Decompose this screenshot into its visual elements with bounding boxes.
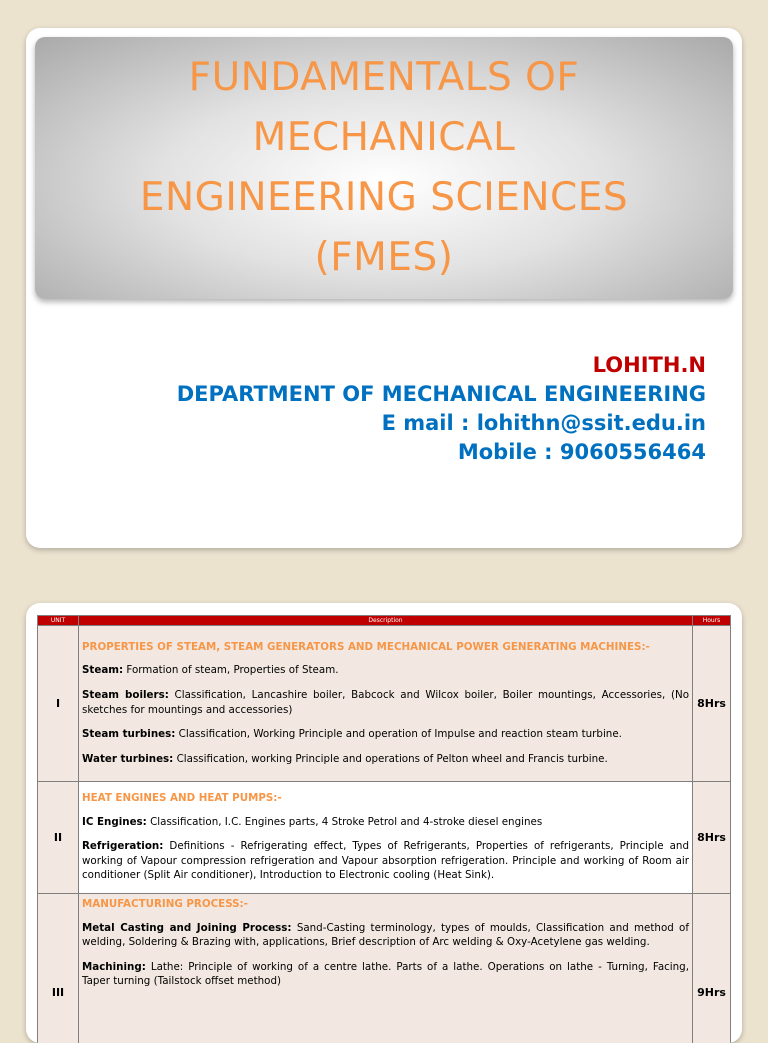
topic-label: Steam: [82, 664, 123, 676]
syllabus-table [37, 615, 731, 1043]
topic-label: Machining: [82, 961, 146, 973]
topic-label: Steam turbines: [82, 728, 175, 740]
unit-description [79, 894, 693, 1043]
topic-text: Definitions - Refrigerating effect, Types of Refrigerants, Properties of refrigerants, Principle and working of Vapour compression refrigeration and Vapour absorption refrigeration. Principle and working of Room air conditioner (Split Air conditioner), Introduction to Electronic cooling (Heat Sink). [82, 840, 689, 881]
slide-title [140, 48, 628, 288]
table-header-row [38, 616, 731, 626]
mobile-line: Mobile : 9060556464 [177, 438, 706, 467]
unit-hours: 8Hrs [693, 782, 731, 894]
unit-hours: 8Hrs [693, 626, 731, 782]
topic-text: Formation of steam, Properties of Steam. [123, 664, 338, 676]
unit-number: II [38, 782, 79, 894]
topic-label: Refrigeration: [82, 840, 163, 852]
unit-description [79, 626, 693, 782]
title-line: ENGINEERING SCIENCES [140, 175, 628, 220]
department-name: DEPARTMENT OF MECHANICAL ENGINEERING [177, 380, 706, 409]
unit-description [79, 782, 693, 894]
topic-text: Classification, Lancashire boiler, Babcock and Wilcox boiler, Boiler mountings, Accessories, (No sketches for mountings and accessories) [82, 689, 689, 716]
topic-text: Classification, Working Principle and operation of Impulse and reaction steam turbine. [175, 728, 622, 740]
header-hours: Hours [693, 616, 731, 626]
title-line: (FMES) [315, 235, 454, 280]
unit-heading: MANUFACTURING PROCESS:- [82, 897, 689, 912]
topic-entry [82, 815, 689, 830]
topic-entry [82, 727, 689, 742]
title-line: MECHANICAL [253, 115, 516, 160]
header-description: Description [79, 616, 693, 626]
email-line: E mail : lohithn@ssit.edu.in [177, 409, 706, 438]
unit-hours: 9Hrs [693, 894, 731, 1043]
header-unit: UNIT [38, 616, 79, 626]
title-line: FUNDAMENTALS OF [189, 55, 580, 100]
table-row [38, 626, 731, 782]
topic-text: Classification, working Principle and operations of Pelton wheel and Francis turbine. [173, 753, 607, 765]
author-block [177, 350, 706, 467]
topic-entry [82, 921, 689, 950]
topic-label: Water turbines: [82, 753, 173, 765]
table-row [38, 782, 731, 894]
topic-label: IC Engines: [82, 816, 147, 828]
topic-entry [82, 663, 689, 678]
topic-text: Classification, I.C. Engines parts, 4 Stroke Petrol and 4-stroke diesel engines [147, 816, 542, 828]
table-row [38, 894, 731, 1043]
title-banner [35, 37, 733, 299]
unit-number: III [38, 894, 79, 1043]
unit-number: I [38, 626, 79, 782]
topic-label: Steam boilers: [82, 689, 169, 701]
author-name: LOHITH.N [177, 350, 706, 380]
topic-text: Lathe: Principle of working of a centre lathe. Parts of a lathe. Operations on lathe - Turning, Facing, Taper turning (Tailstock offset method) [82, 961, 689, 988]
topic-entry [82, 839, 689, 883]
topic-entry [82, 960, 689, 989]
topic-entry [82, 688, 689, 717]
topic-entry [82, 752, 689, 767]
topic-label: Metal Casting and Joining Process: [82, 922, 292, 934]
unit-heading: HEAT ENGINES AND HEAT PUMPS:- [82, 791, 689, 806]
syllabus-slide [26, 603, 742, 1043]
unit-heading: PROPERTIES OF STEAM, STEAM GENERATORS AND MECHANICAL POWER GENERATING MACHINES:- [82, 640, 689, 655]
title-slide [26, 28, 742, 548]
topic-text: Sand-Casting terminology, types of moulds, Classification and method of welding, Soldering & Brazing with, applications, Brief description of Arc welding & Oxy-Acetylene gas welding. [82, 922, 689, 949]
